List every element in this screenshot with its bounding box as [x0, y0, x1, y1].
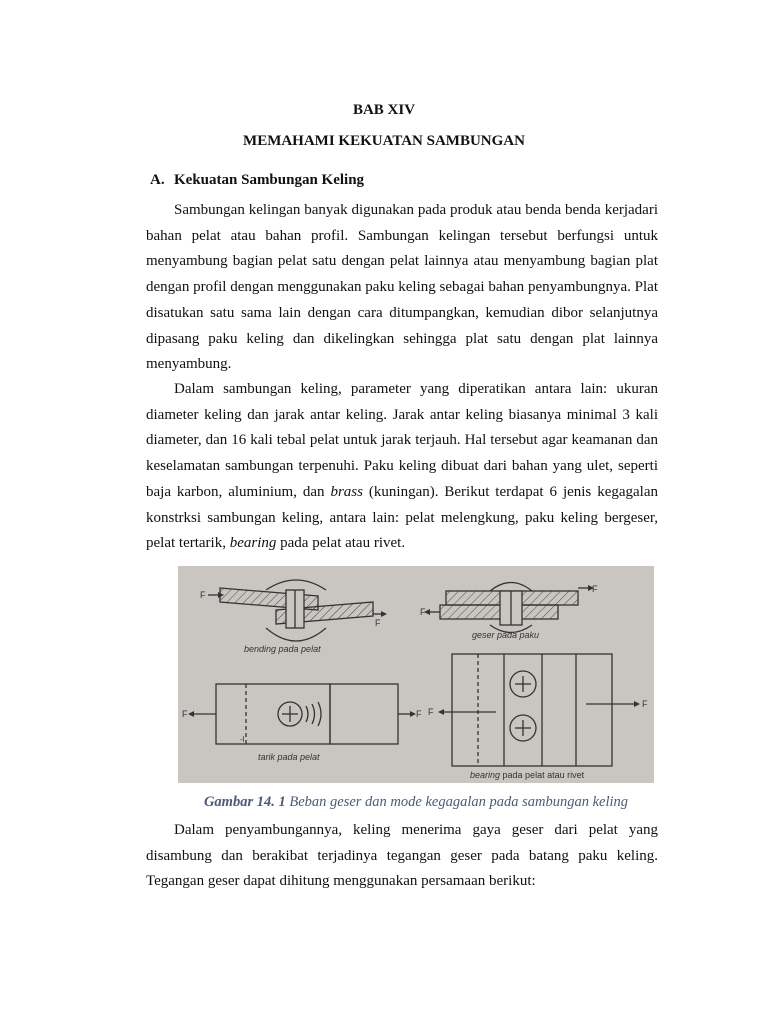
- force-label: F: [182, 709, 188, 719]
- rivet-head-top: [266, 580, 326, 590]
- force-label: F: [375, 618, 381, 628]
- rivet-failure-drawing: [178, 566, 654, 783]
- force-label: F: [642, 699, 648, 709]
- bearing-label: [470, 770, 585, 780]
- tension-panel: [188, 684, 416, 744]
- paragraph-shear-stress: Dalam penyambungannya, keling menerima gaya geser dari pelat yang disambung dan berakibat terjadinya tegangan geser pada batang paku keling. Tegangan geser dapat dihitung menggunakan persamaan berikut:: [146, 822, 658, 890]
- rivet-head-bottom: [266, 628, 326, 641]
- tension-plate-left: [216, 684, 330, 744]
- tension-label: tarik pada pelat: [258, 752, 320, 762]
- bearing-label-rest: pada pelat atau rivet: [500, 770, 585, 780]
- tension-plate-right: [330, 684, 398, 744]
- paragraph-parameters: [146, 377, 658, 557]
- force-label: F: [592, 584, 598, 594]
- force-label: F: [416, 709, 422, 719]
- force-label: F: [428, 707, 434, 717]
- bearing-label-term: bearing: [470, 770, 501, 780]
- figure-caption: [0, 794, 768, 811]
- paragraph-intro: Sambungan kelingan banyak digunakan pada produk atau benda benda kerjadari bahan pelat atau bahan profil. Sambungan kelingan tersebut berfungsi untuk menyambung bagian pelat satu dengan pelat lainnya atau menyambung bagian plat dengan profil dengan menggunakan paku keling sebagai bahan penyambungnya. Plat disatukan satu sama lain dengan cara ditumpangkan, kemudian dibor selanjutnya dipasang paku keling dan dikelingkan sehingga plat satu dengan plat lainnya menyambung.: [146, 202, 658, 373]
- chapter-heading: BAB XIV: [352, 102, 416, 118]
- force-label: F: [200, 590, 206, 600]
- shear-panel: [424, 583, 594, 633]
- section-letter: A.: [150, 172, 165, 188]
- paragraph-parameters-part-a: Dalam sambungan keling, parameter yang diperatikan antara lain: ukuran diameter keling dan jarak antar keling. Jarak antar keling biasanya minimal 3 kali diameter, dan 16 kali tebal pelat untuk jarak terjauh. Hal tersebut agar keamanan dan keselamatan sambungan terpenuhi. Paku keling dibuat dari bahan yang ulet, seperti baja karbon, aluminium, dan: [146, 381, 658, 500]
- force-label: F: [420, 607, 426, 617]
- bearing-panel: [438, 654, 640, 766]
- section-heading: [150, 172, 364, 189]
- rivet-failure-figure: [178, 566, 654, 783]
- figure-caption-text: Beban geser dan mode kegagalan pada sambungan keling: [285, 794, 629, 810]
- shear-label: geser pada paku: [472, 630, 540, 640]
- bending-panel: [208, 580, 387, 641]
- bending-label: bending pada pelat: [244, 644, 321, 654]
- paragraph-parameters-part-b: (kuningan). Berikut terdapat 6 jenis kegagalan konstrksi sambungan keling, antara lain: pelat melengkung, paku keling bergeser, pelat tertarik,: [146, 483, 658, 552]
- figure-caption-label: Gambar 14. 1: [203, 794, 286, 810]
- rivet-head-top: [490, 583, 532, 592]
- section-title: Kekuatan Sambungan Keling: [174, 172, 365, 188]
- term-brass: brass: [330, 483, 363, 500]
- bearing-plate: [452, 654, 612, 766]
- shear-plate-lower: [440, 605, 558, 619]
- tick-label: -l: [240, 735, 245, 744]
- chapter-title: MEMAHAMI KEKUATAN SAMBUNGAN: [243, 133, 525, 149]
- paragraph-parameters-part-c: pada pelat atau rivet.: [276, 535, 406, 552]
- term-bearing: bearing: [229, 535, 277, 552]
